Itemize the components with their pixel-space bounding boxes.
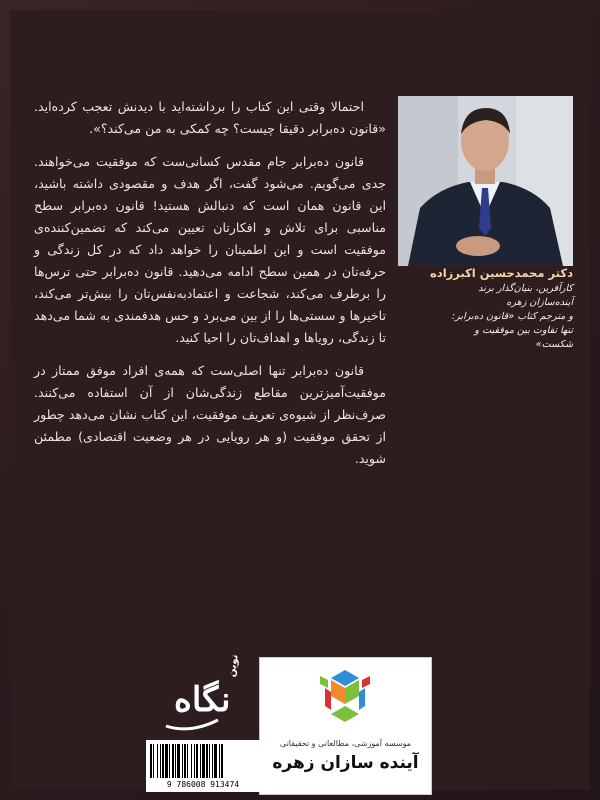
barcode-bar [200,744,201,778]
isbn-number: 9 786008 913474 [166,780,240,789]
barcode-bar [162,744,164,778]
barcode-bar [206,744,208,778]
blurb-paragraph: قانون ده‌برابر تنها اصلی‌ست که همه‌ی افراد موفق ممتاز در موفقیت‌آمیزترین مقاطع زندگی‌شان از آن استفاده می‌کنند. صرف‌نظر از شیوه‌ی تعریف موفقیت، این کتاب نشان می‌دهد چطور از تحقق موفقیت (و هر رویایی در هر وضعیت اقتصادی) مطمئن شوید. [34,363,386,466]
barcode-bar [209,744,210,778]
blurb-text [34,96,386,481]
publisher-subtitle: موسسه آموزشی، مطالعاتی و تحقیقاتی [279,739,412,748]
barcode-bar [153,744,154,778]
publisher-name: آینده سازان زهره [272,753,419,773]
barcode-bar [157,744,158,778]
blurb-paragraph: احتمالا وقتی این کتاب را برداشته‌اید با دیدنش تعجب کرده‌اید. «قانون ده‌برابر دقیقا چیست؟ چه کمکی به من می‌کند؟». [34,99,386,136]
barcode-bar [172,744,174,778]
barcode-bar [202,744,205,778]
barcode-bar [214,744,217,778]
author-role-line: شکست» [535,339,573,350]
author-role-line: آینده‌سازان زهره [506,297,573,308]
publisher-cube-logo-icon [260,658,431,738]
publisher-logo-box [259,657,432,795]
barcode-bar [160,744,161,778]
isbn-barcode [146,740,260,792]
barcode-bar [175,744,176,778]
barcode-bar [177,744,180,778]
blurb-paragraph: قانون ده‌برابر جام مقدس کسانی‌ست که موفقیت می‌خواهند. جدی می‌گویم. می‌شود گفت، اگر هدف و مقصودی داشته باشید، این قانون همان است که دنبالش هستید! قانون ده‌برابر سطح مناسبی برای تلاش و افکارتان تعیین می‌کند که تضمین‌کننده‌ی موفقیت است و این اطمینان را خواهد داد که در کل زندگی و حرفه‌تان در همین سطح ادامه می‌دهید. قانون ده‌برابر حتی ترس‌ها را برطرف می‌کند، شجاعت و اعتمادبه‌نفس‌تان را بیش‌تر می‌کند، تاخیرها و سستی‌ها را از بین می‌برد و حس هدفمندی به شما می‌دهد تا زندگی، رویاها و اهداف‌تان را احیا کنید. [34,154,386,345]
author-portrait-image [398,96,573,266]
barcode-bar [150,744,152,778]
author-role-line: و مترجم کتاب «قانون ده‌برابر: [451,311,573,322]
publisher-brand: نگاه [174,680,231,720]
barcode-bar [182,744,183,778]
barcode-bar [187,744,188,778]
barcode-bar [191,744,192,778]
author-caption [396,265,573,352]
barcode-bars-icon [146,740,260,780]
barcode-bar [169,744,170,778]
barcode-bar [212,744,213,778]
barcode-bar [219,744,220,778]
author-photo [398,96,573,266]
barcode-bar [184,744,186,778]
barcode-bar [196,744,198,778]
barcode-bar [194,744,195,778]
author-role-line: تنها تفاوت بین موفقیت و [474,325,573,336]
author-name: دکتر محمدحسین اکبرزاده [430,266,573,280]
barcode-bar [221,744,223,778]
author-role-line: کارآفرین، بنیان‌گذار برند [478,283,573,294]
publisher-brand-tag: نوین [226,653,241,678]
barcode-bar [165,744,168,778]
